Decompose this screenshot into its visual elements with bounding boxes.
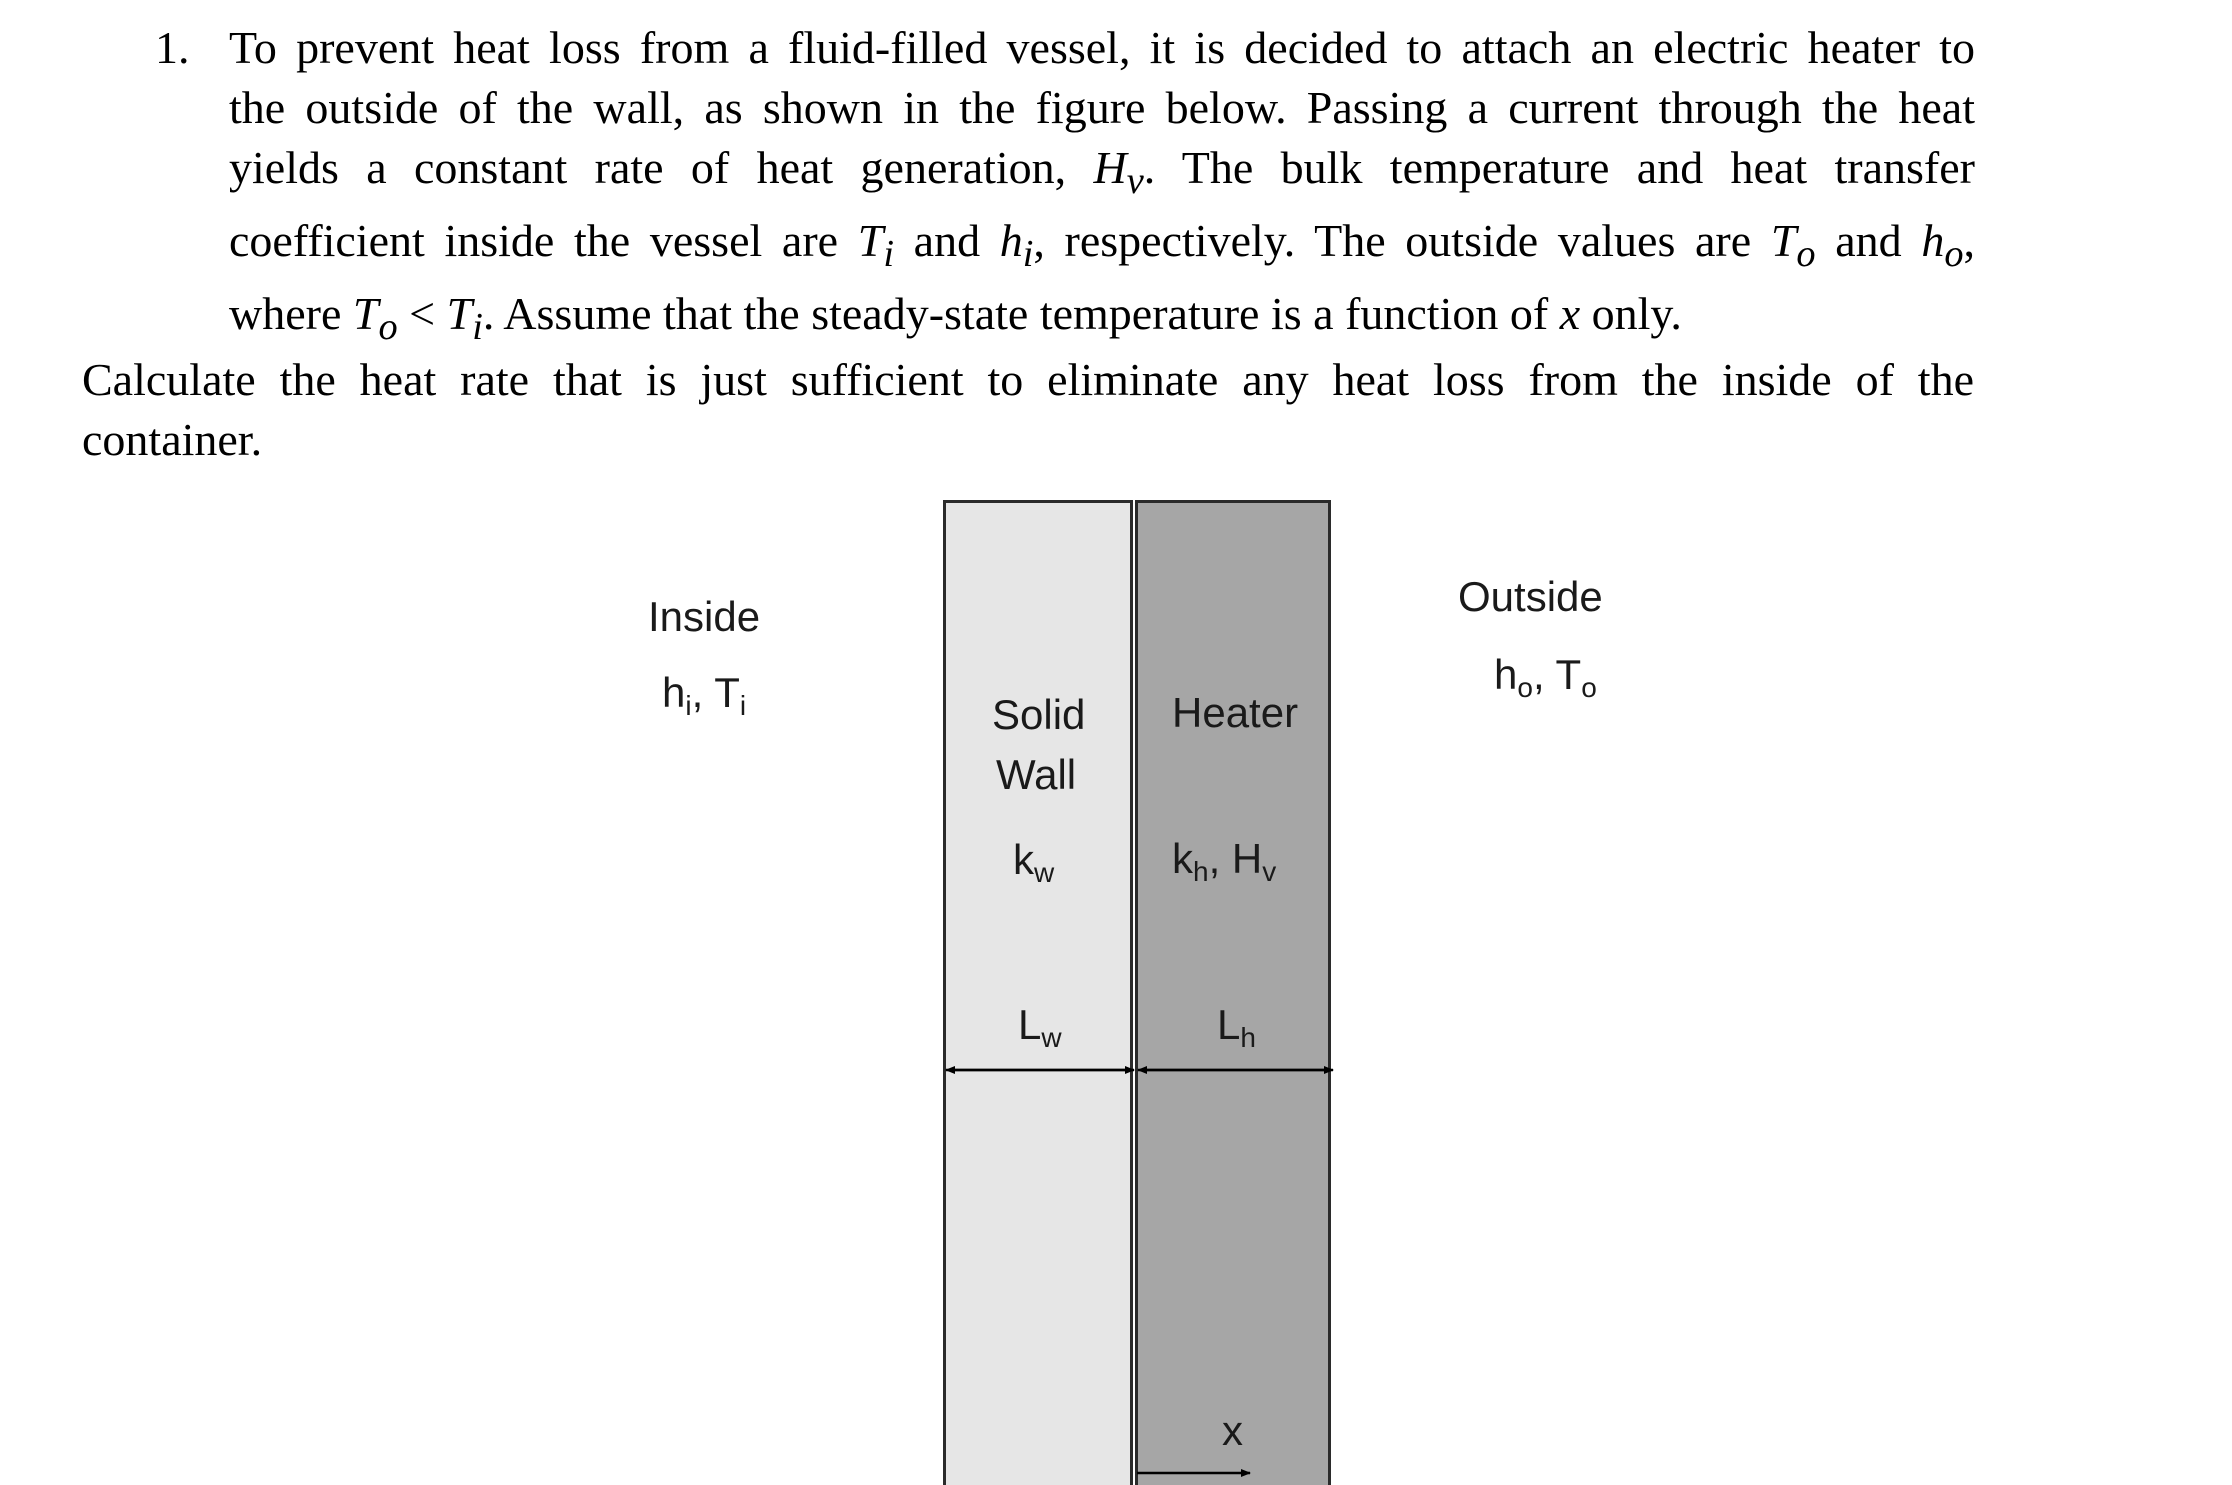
symbol-letter: T xyxy=(857,215,884,267)
text-fragment: coefficient inside the vessel are xyxy=(229,215,858,267)
symbol-letter: T xyxy=(1770,215,1797,267)
symbol-letter: L xyxy=(1217,1001,1241,1048)
task-line-1: Calculate the heat rate that is just sufficient to eliminate any heat loss from the inside of the xyxy=(82,354,1974,405)
symbol-letter: T xyxy=(446,288,473,340)
text-fragment: where xyxy=(229,288,353,340)
symbol-x: x xyxy=(1559,288,1581,340)
outside-title: Outside xyxy=(1458,573,1603,620)
text-fragment: < xyxy=(397,288,447,340)
symbol-letter: L xyxy=(1018,1001,1042,1048)
symbol-letter: T xyxy=(714,669,740,716)
text-fragment: , respectively. The outside values are xyxy=(1033,215,1771,267)
separator: , xyxy=(691,669,715,716)
wall-label-line-2: Wall xyxy=(996,751,1077,798)
symbol-subscript: h xyxy=(1240,1022,1256,1053)
separator: , xyxy=(1208,835,1232,882)
symbol-letter: h xyxy=(999,215,1023,267)
symbol-subscript: o xyxy=(1517,672,1533,703)
symbol-letter: h xyxy=(1494,651,1518,698)
symbol-subscript: o xyxy=(1581,672,1597,703)
problem-line-1: To prevent heat loss from a fluid-filled vessel, it is decided to attach an electric heater to xyxy=(229,22,1975,73)
symbol-letter: h xyxy=(662,669,686,716)
symbol-subscript: i xyxy=(1022,233,1034,276)
wall-label-line-1: Solid xyxy=(992,691,1086,738)
problem-number: 1. xyxy=(155,22,190,73)
x-axis-label: x xyxy=(1222,1407,1243,1454)
text-fragment: only. xyxy=(1580,288,1682,340)
symbol-subscript: i xyxy=(685,690,692,721)
text-fragment: and xyxy=(1815,215,1922,267)
symbol-letter: T xyxy=(1555,651,1582,698)
symbol-letter: h xyxy=(1921,215,1945,267)
text-fragment: yields a constant rate of heat generation, xyxy=(229,142,1094,193)
inside-title: Inside xyxy=(648,593,761,640)
separator: , xyxy=(1532,651,1556,698)
symbol-subscript: o xyxy=(1796,233,1816,276)
text-fragment: , xyxy=(1963,215,1975,267)
symbol-letter: H xyxy=(1093,142,1127,193)
symbol-subscript: o xyxy=(1944,233,1964,276)
symbol-subscript: h xyxy=(1193,856,1209,887)
symbol-letter: k xyxy=(1172,835,1193,882)
symbol-subscript: i xyxy=(883,233,894,276)
symbol-subscript: w xyxy=(1034,857,1055,888)
symbol-letter: H xyxy=(1231,835,1263,882)
text-fragment: . The bulk temperature and heat transfer xyxy=(1143,142,1975,193)
symbol-subscript: i xyxy=(739,690,747,721)
task-line-2: container. xyxy=(82,414,263,465)
symbol-subscript: o xyxy=(378,306,398,349)
text-fragment: . Assume that the steady-state temperature is a function of xyxy=(482,288,1560,340)
problem-line-2: the outside of the wall, as shown in the figure below. Passing a current through the heat xyxy=(229,82,1975,133)
symbol-subscript: w xyxy=(1041,1022,1062,1053)
symbol-letter: k xyxy=(1013,836,1034,883)
symbol-subscript: v xyxy=(1126,160,1144,203)
symbol-letter: T xyxy=(352,288,379,340)
symbol-subscript: i xyxy=(472,306,483,349)
text-fragment: and xyxy=(894,215,1000,267)
heater-label: Heater xyxy=(1172,689,1299,736)
symbol-subscript: v xyxy=(1262,856,1277,887)
